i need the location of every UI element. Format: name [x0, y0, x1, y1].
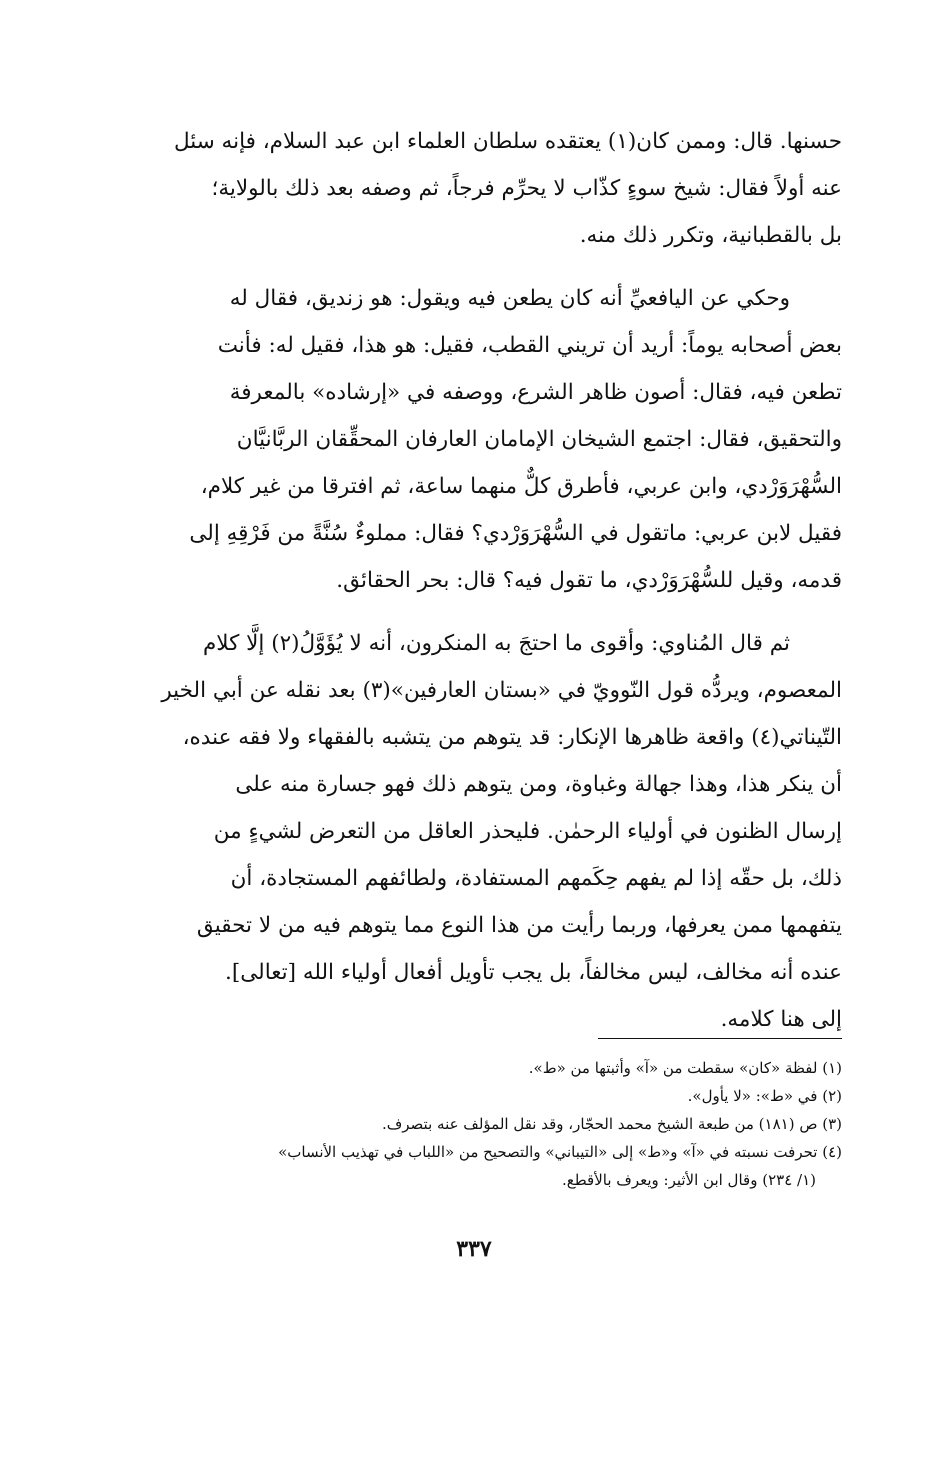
- footnote-3: (٣) ص (١٨١) من طبعة الشيخ محمد الحجّار، وقد نقل المؤلف عنه بتصرف.: [381, 1115, 842, 1133]
- footnote-4: (٤) تحرفت نسبته في «آ» و«ط» إلى «التيباني» والتصحيح من «اللباب في تهذيب الأنساب»: [278, 1143, 842, 1161]
- page-number: ٣٣٧: [456, 1236, 492, 1262]
- footnote-4-continuation: (١/ ٢٣٤) وقال ابن الأثير: ويعرف بالأقطع.: [561, 1171, 816, 1189]
- footnote-1: (١) لفظة «كان» سقطت من «آ» وأثبتها من «ط».: [528, 1059, 842, 1077]
- footnote-separator: [598, 1038, 842, 1039]
- paragraph-2: وحكي عن اليافعيِّ أنه كان يطعن فيه ويقول: هو زنديق، فقال له بعض أصحابه يوماً: أريد أن تريني القطب، فقيل: هو هذا، فقيل له: فأنت تطعن فيه، فقال: أصون ظاهر الشرع، ووصفه في «إرشاده» بالمعرفة والتحقيق، فقال: اجتمع الشيخان الإمامان العارفان المحقِّقان الربَّانيَّان السُّهْرَوَرْدي، وابن عربي، فأطرق كلٌّ منهما ساعة، ثم افترقا من غير كلام، فقيل لابن عربي: ماتقول في السُّهْرَوَرْدي؟ فقال: مملوءٌ سُنَّةً من فَرْقِهِ إلى قدمه، وقيل للسُّهْرَوَرْدي، ما تقول فيه؟ قال: بحر الحقائق.: [189, 286, 842, 593]
- footnotes: [150, 1054, 842, 1194]
- paragraph-4: إلى هنا كلامه.: [720, 1007, 842, 1032]
- paragraph-3: ثم قال المُناوي: وأقوى ما احتجَ به المنكرون، أنه لا يُؤَوَّلُ(٢) إلَّا كلام المعصوم، ويردُّه قول النّوويّ في «بستان العارفين»(٣) بعد نقله عن أبي الخير التّيناتي(٤) واقعة ظاهرها الإنكار: قد يتوهم من يتشبه بالفقهاء ولا فقه عنده، أن ينكر هذا، وهذا جهالة وغباوة، ومن يتوهم ذلك فهو جسارة منه على إرسال الظنون في أولياء الرحمٰن. فليحذر العاقل من التعرض لشيءٍ من ذلك، بل حقّه إذا لم يفهم حِكَمهم المستفادة، ولطائفهم المستجادة، أن يتفهمها ممن يعرفها، وربما رأيت من هذا النوع مما يتوهم فيه من لا تحقيق عنده أنه مخالف، ليس مخالفاً، بل يجب تأويل أفعال أولياء الله [تعالى].: [161, 631, 842, 985]
- paragraph-1: حسنها. قال: وممن كان(١) يعتقده سلطان العلماء ابن عبد السلام، فإنه سئل عنه أولاً فقال: شيخ سوءٍ كذّاب لا يحرِّم فرجاً، ثم وصفه بعد ذلك بالولاية؛ بل بالقطبانية، وتكرر ذلك منه.: [173, 129, 842, 248]
- main-text: [120, 118, 842, 1043]
- footnote-2: (٢) في «ط»: «لا يأول».: [687, 1087, 842, 1105]
